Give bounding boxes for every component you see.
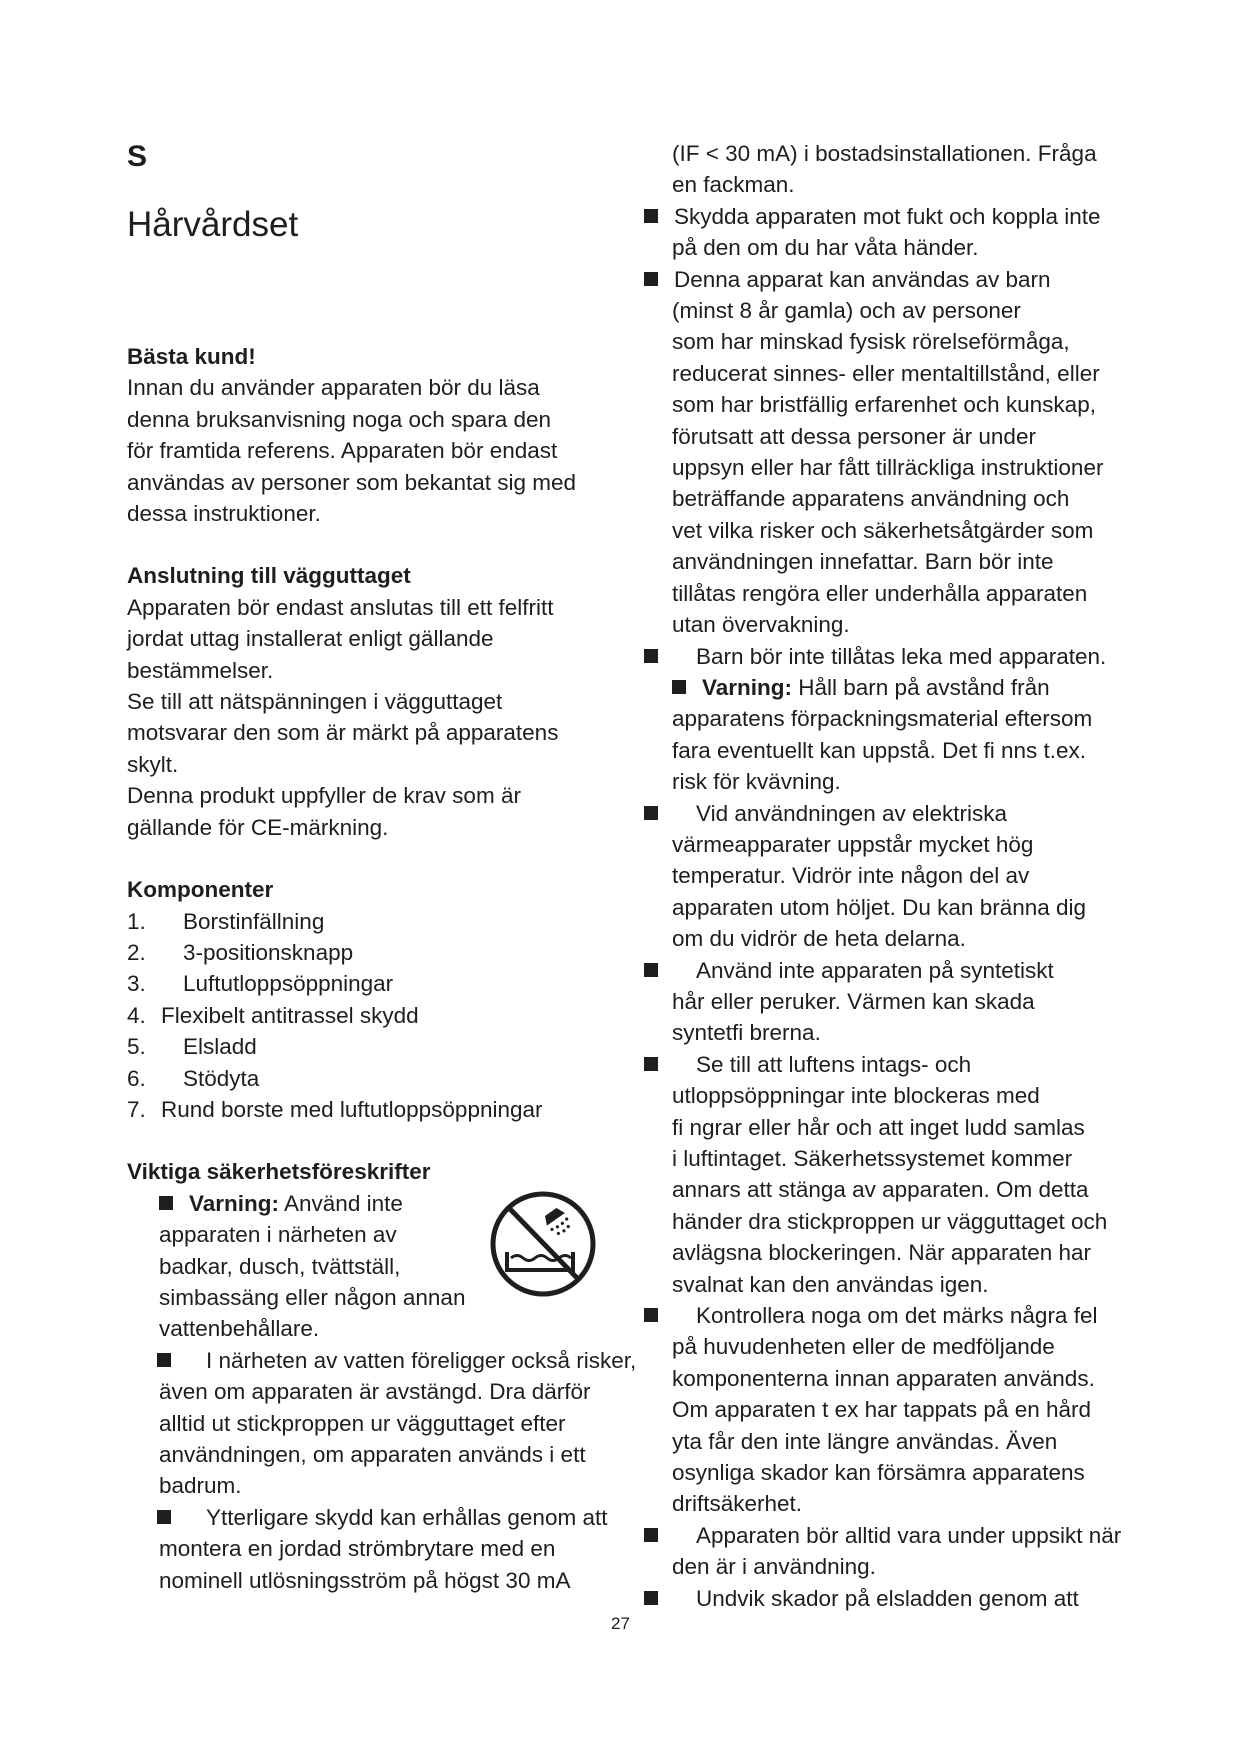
cord-bullet: Undvik skador på elsladden genom att: [672, 1583, 1172, 1614]
extra-protection-bullet: Ytterligare skydd kan erhållas genom att: [159, 1502, 652, 1533]
bullet-square-icon: [157, 1510, 171, 1524]
intro-line: användas av personer som bekantat sig med: [127, 469, 577, 495]
check-line: Om apparaten t ex har tappats på en hård: [672, 1397, 1092, 1423]
check-line: på huvudenheten eller de medföljande: [672, 1334, 1055, 1360]
supervise-line: den är i användning.: [672, 1554, 876, 1580]
bullet-square-icon: [644, 209, 658, 223]
bullet-square-icon: [644, 1528, 658, 1542]
component-item: 6. Stödyta: [127, 1065, 260, 1091]
airflow-line: utloppsöppningar inte blockeras med: [672, 1083, 1040, 1109]
heat-line: värmeapparater uppstår mycket hög: [672, 831, 1034, 857]
water-line: användningen, om apparaten används i ett: [159, 1442, 586, 1467]
airflow-bullet: Se till att luftens intags- och: [672, 1049, 1172, 1080]
intro-line: Innan du använder apparaten bör du läsa: [127, 375, 540, 401]
connection-heading: Anslutning till vägguttaget: [127, 563, 411, 589]
children-line: som har bristfällig erfarenhet och kunskap,: [672, 392, 1096, 418]
rcd-line: en fackman.: [672, 172, 795, 198]
packaging-warning-bullet: Varning: Håll barn på avstånd från: [672, 672, 1172, 703]
airflow-line: avlägsna blockeringen. När apparaten har: [672, 1240, 1092, 1266]
packaging-line: apparatens förpackningsmaterial eftersom: [672, 706, 1093, 732]
children-line: beträffande apparatens användning och: [672, 486, 1070, 512]
connection-line: bestämmelser.: [127, 657, 274, 683]
intro-line: dessa instruktioner.: [127, 501, 321, 527]
children-bullet: Denna apparat kan användas av barn: [672, 264, 1172, 295]
bullet-square-icon: [644, 649, 658, 663]
airflow-line: i luftintaget. Säkerhetssystemet kommer: [672, 1146, 1073, 1171]
language-code: S: [127, 140, 148, 173]
connection-line: Denna produkt uppfyller de krav som är: [127, 783, 521, 809]
bullet-square-icon: [157, 1353, 171, 1367]
children-line: tillåtas rengöra eller underhålla apparaten: [672, 580, 1088, 606]
extra-protection-line: montera en jordad strömbrytare med en: [159, 1536, 556, 1562]
component-item: 4. Flexibelt antitrassel skydd: [127, 1002, 419, 1028]
play-bullet: Barn bör inte tillåtas leka med apparaten.: [672, 641, 1172, 672]
warning-line: badkar, dusch, tvättställ,: [159, 1253, 401, 1279]
heat-line: apparaten utom höljet. Du kan bränna dig: [672, 894, 1087, 920]
children-line: reducerat sinnes- eller mentaltillstånd, eller: [672, 360, 1100, 386]
water-line: även om apparaten är avstängd. Dra därför: [159, 1379, 591, 1405]
connection-line: skylt.: [127, 751, 179, 777]
intro-line: denna bruksanvisning noga och spara den: [127, 406, 552, 432]
water-bullet: I närheten av vatten föreligger också risker,: [159, 1345, 652, 1376]
component-item: 3. Luftutloppsöppningar: [127, 971, 394, 997]
components-heading: Komponenter: [127, 877, 274, 903]
greeting-heading: Bästa kund!: [127, 344, 256, 369]
warning-line: vattenbehållare.: [159, 1316, 320, 1342]
packaging-line: fara eventuellt kan uppstå. Det fi nns t.ex.: [672, 737, 1086, 763]
airflow-line: annars att stänga av apparaten. Om detta: [672, 1177, 1089, 1203]
children-line: uppsyn eller har fått tillräckliga instruktioner: [672, 455, 1104, 481]
children-line: som har minskad fysisk rörelseförmåga,: [672, 329, 1070, 355]
bullet-square-icon: [644, 1057, 658, 1071]
left-column: [127, 341, 652, 1596]
children-line: förutsatt att dessa personer är under: [672, 423, 1036, 449]
extra-protection-line: nominell utlösningsström på högst 30 mA: [159, 1567, 571, 1593]
children-line: (minst 8 år gamla) och av personer: [672, 298, 1021, 324]
airflow-line: fi ngrar eller hår och att inget ludd samlas: [672, 1114, 1085, 1140]
synthetic-line: hår eller peruker. Värmen kan skada: [672, 988, 1035, 1014]
bullet-square-icon: [644, 1308, 658, 1322]
connection-line: gällande för CE-märkning.: [127, 814, 389, 840]
connection-line: jordat uttag installerat enligt gällande: [127, 626, 494, 652]
bullet-square-icon: [159, 1196, 173, 1210]
warning-bullet: Varning: Använd inte: [159, 1188, 652, 1219]
children-line: användningen innefattar. Barn bör inte: [672, 549, 1054, 575]
component-item: 1. Borstinfällning: [127, 908, 325, 934]
connection-line: Se till att nätspänningen i vägguttaget: [127, 689, 503, 715]
page-title: Hårvårdset: [127, 205, 299, 244]
intro-line: för framtida referens. Apparaten bör endast: [127, 438, 558, 464]
heat-bullet: Vid användningen av elektriska: [672, 798, 1172, 829]
connection-line: motsvarar den som är märkt på apparatens: [127, 720, 559, 746]
bullet-square-icon: [644, 806, 658, 820]
supervise-bullet: Apparaten bör alltid vara under uppsikt när: [672, 1520, 1172, 1551]
packaging-line: risk för kvävning.: [672, 769, 841, 795]
no-bath-water-icon: [487, 1188, 599, 1300]
warning-line: apparaten i närheten av: [159, 1222, 397, 1248]
children-line: utan övervakning.: [672, 612, 850, 638]
moisture-line: på den om du har våta händer.: [672, 235, 979, 261]
check-line: yta får den inte längre användas. Även: [672, 1428, 1058, 1454]
page-number: 27: [611, 1614, 630, 1633]
bullet-square-icon: [644, 963, 658, 977]
check-line: osynliga skador kan försämra apparatens: [672, 1460, 1085, 1486]
synthetic-line: syntetfi brerna.: [672, 1020, 821, 1046]
rcd-line: (IF < 30 mA) i bostadsinstallationen. Fråga: [672, 141, 1097, 166]
bullet-square-icon: [644, 272, 658, 286]
connection-line: Apparaten bör endast anslutas till ett felfritt: [127, 594, 554, 620]
component-item: 2. 3-positionsknapp: [127, 939, 354, 965]
airflow-line: händer dra stickproppen ur vägguttaget och: [672, 1208, 1108, 1234]
safety-heading: Viktiga säkerhetsföreskrifter: [127, 1159, 431, 1185]
check-line: driftsäkerhet.: [672, 1491, 803, 1517]
component-item: 7. Rund borste med luftutloppsöppningar: [127, 1096, 543, 1122]
warning-line: simbassäng eller någon annan: [159, 1284, 466, 1310]
heat-line: temperatur. Vidrör inte någon del av: [672, 863, 1030, 889]
water-line: alltid ut stickproppen ur vägguttaget efter: [159, 1410, 566, 1436]
heat-line: om du vidrör de heta delarna.: [672, 926, 966, 952]
right-column: [672, 138, 1172, 1614]
bullet-square-icon: [644, 1591, 658, 1605]
synthetic-bullet: Använd inte apparaten på syntetiskt: [672, 955, 1172, 986]
check-line: komponenterna innan apparaten används.: [672, 1365, 1095, 1391]
check-bullet: Kontrollera noga om det märks några fel: [672, 1300, 1172, 1331]
component-item: 5. Elsladd: [127, 1034, 257, 1060]
moisture-bullet: Skydda apparaten mot fukt och koppla inte: [672, 201, 1172, 232]
airflow-line: svalnat kan den användas igen.: [672, 1271, 989, 1297]
bullet-square-icon: [672, 680, 686, 694]
water-line: badrum.: [159, 1473, 242, 1499]
children-line: vet vilka risker och säkerhetsåtgärder som: [672, 517, 1094, 543]
